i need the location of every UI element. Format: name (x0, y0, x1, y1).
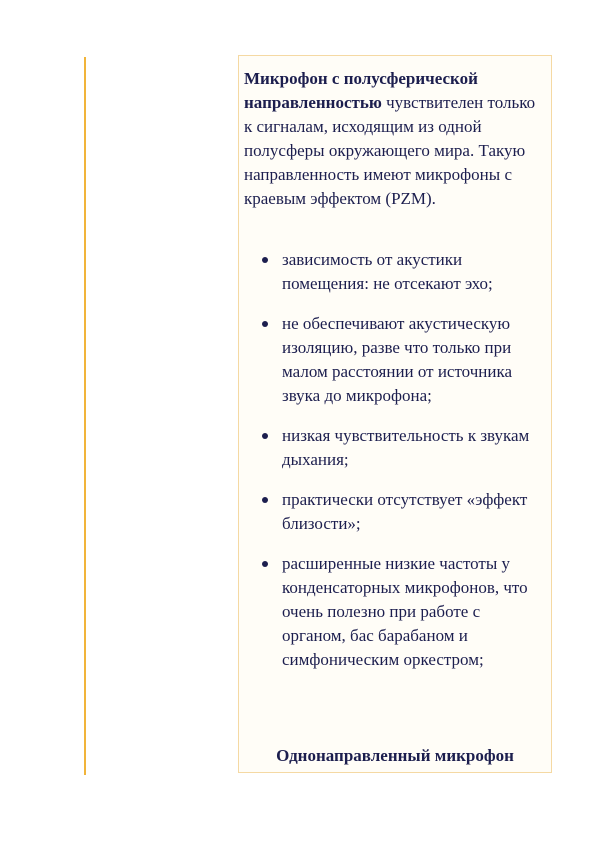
list-item (239, 312, 549, 408)
intro-paragraph (244, 67, 544, 211)
list-item (239, 488, 549, 536)
bullet-icon (262, 257, 268, 263)
list-item-text: не обеспечивают акустическую изоляцию, разве что только при малом расстоянии от источника звука до микрофона; (282, 314, 513, 405)
bullet-icon (262, 561, 268, 567)
content-panel (238, 55, 552, 773)
left-margin-rule (84, 57, 86, 775)
list-item-text: расширенные низкие частоты у конденсаторных микрофонов, что очень полезно при работе с органом, бас барабаном и симфоническим оркестром; (282, 554, 528, 669)
list-item-text: низкая чувствительность к звукам дыхания; (282, 426, 530, 469)
list-item-text: практически отсутствует «эффект близости»; (282, 490, 528, 533)
list-item-text: зависимость от акустики помещения: не отсекают эхо; (282, 250, 493, 293)
intro-description: чувствителен только к сигналам, исходящим из одной полусферы окружающего мира. Такую направленность имеют микрофоны с краевым эффектом (PZM). (244, 93, 536, 208)
section-heading: Однонаправленный микрофон (276, 746, 514, 765)
intro-term: Микрофон с полусферической направленностью (244, 69, 478, 112)
bullet-icon (262, 321, 268, 327)
feature-list (239, 248, 549, 688)
list-item (239, 248, 549, 296)
list-item (239, 552, 549, 672)
bullet-icon (262, 497, 268, 503)
bullet-icon (262, 433, 268, 439)
list-item (239, 424, 549, 472)
